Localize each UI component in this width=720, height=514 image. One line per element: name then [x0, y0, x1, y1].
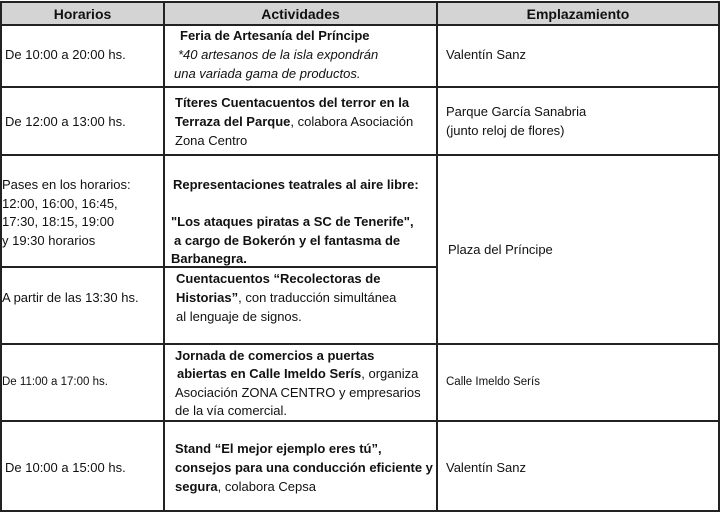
row2-horario: De 12:00 a 13:00 hs. [5, 114, 126, 129]
table-border-left [0, 1, 2, 512]
row5-activity-rest: , organiza [361, 366, 419, 381]
header-horarios: Horarios [53, 6, 112, 22]
row5-activity-line: Asociación ZONA CENTRO y empresarios [175, 385, 421, 400]
row5-location: Calle Imeldo Serís [446, 376, 540, 388]
row6-activity-line [175, 477, 316, 496]
row-divider [0, 343, 720, 345]
row4-activity-line [176, 288, 396, 307]
row6-activity-title: Stand “El mejor ejemplo eres tú”, [175, 441, 382, 456]
row-divider [0, 154, 720, 156]
table-border-bottom [0, 510, 720, 512]
row6-location: Valentín Sanz [446, 460, 526, 475]
row6-activity-title: consejos para una conducción eficiente y [175, 460, 433, 475]
row1-horario: De 10:00 a 20:00 hs. [5, 47, 126, 62]
header-actividades: Actividades [261, 6, 340, 22]
row5-horario: De 11:00 a 17:00 hs. [2, 376, 108, 388]
row4-activity-line: al lenguaje de signos. [176, 309, 302, 324]
row6-horario: De 10:00 a 15:00 hs. [5, 460, 126, 475]
row2-activity-line: Zona Centro [175, 133, 248, 148]
row5-activity-line: de la vía comercial. [175, 403, 287, 418]
column-divider [163, 1, 165, 512]
row3-horario: 17:30, 18:15, 19:00 [2, 214, 115, 229]
row2-activity-rest: , colabora Asociación [290, 114, 414, 129]
row4-activity-title: Cuentacuentos “Recolectoras de [176, 271, 381, 286]
row3-horario: y 19:30 horarios [2, 233, 96, 248]
row1-activity-line: *40 artesanos de la isla expondrán [178, 47, 379, 62]
row4-activity-title-cont: Historias” [176, 290, 239, 305]
row4-horario: A partir de las 13:30 hs. [2, 290, 139, 305]
row2-activity-line [175, 112, 413, 131]
row3-horario: Pases en los horarios: [2, 177, 131, 192]
row2-location: (junto reloj de flores) [446, 123, 565, 138]
row6-activity-rest: , colabora Cepsa [217, 479, 316, 494]
shared-location: Plaza del Príncipe [448, 242, 553, 257]
row6-activity-title-cont: segura [175, 479, 218, 494]
row3-activity-line: Barbanegra. [171, 251, 247, 266]
row2-location: Parque García Sanabria [446, 104, 587, 119]
header-emplazamiento: Emplazamiento [526, 6, 630, 22]
row3-activity-line: "Los ataques piratas a SC de Tenerife", [171, 214, 414, 229]
row-divider [0, 420, 720, 422]
table-border-top [0, 1, 720, 3]
row-divider [0, 86, 720, 88]
row4-activity-rest: , con traducción simultánea [238, 290, 397, 305]
row5-activity-title-cont: abiertas en Calle Imeldo Serís [177, 366, 362, 381]
row5-activity-line [177, 364, 418, 383]
row2-activity-title-cont: Terraza del Parque [175, 114, 291, 129]
row3-activity-title: Representaciones teatrales al aire libre: [173, 177, 419, 192]
row5-activity-title: Jornada de comercios a puertas [175, 348, 375, 363]
row3-activity-line: a cargo de Bokerón y el fantasma de [174, 233, 401, 248]
row1-activity-line: una variada gama de productos. [174, 66, 361, 81]
row1-activity-title: Feria de Artesanía del Príncipe [180, 28, 370, 43]
row3-horario: 12:00, 16:00, 16:45, [2, 196, 118, 211]
column-divider [436, 1, 438, 512]
row2-activity-title: Títeres Cuentacuentos del terror en la [175, 95, 410, 110]
row1-location: Valentín Sanz [446, 47, 526, 62]
